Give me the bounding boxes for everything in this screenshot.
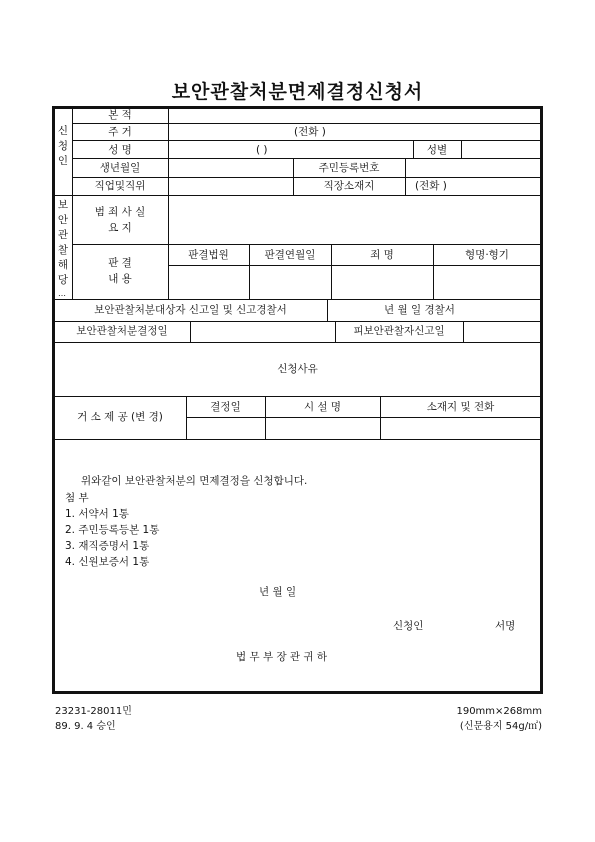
col-line	[463, 321, 464, 342]
residence-label: 거 소 제 공 (변 경)	[77, 411, 163, 423]
report-date-station[interactable]: 년 월 일 경찰서	[384, 304, 455, 316]
column-sentence: 형명·형기	[465, 249, 509, 261]
row-line	[72, 158, 541, 159]
column-judgment-date: 판결연월일	[264, 249, 316, 261]
applicant-side-label: 신청인	[57, 125, 69, 167]
row-line	[186, 417, 541, 418]
judgment-label-2: 내 용	[108, 273, 132, 285]
row-line	[72, 244, 541, 245]
address-phone-field[interactable]: (전화 )	[294, 126, 326, 138]
col-line	[461, 140, 462, 158]
form-number: 23231-28011민	[55, 706, 132, 717]
row-line	[54, 195, 541, 196]
address-label: 주 거	[108, 126, 132, 138]
attachments-label: 첨 부	[65, 492, 89, 504]
attachment-item: 4. 신원보증서 1통	[65, 556, 150, 568]
paper-size: 190mm×268mm	[456, 706, 542, 717]
paper-type: (신문용지 54g/㎡)	[459, 721, 542, 732]
crime-summary-label-2: 요 지	[108, 222, 132, 234]
attachment-item: 1. 서약서 1통	[65, 508, 129, 520]
row-line	[72, 177, 541, 178]
observed-report-label: 피보안관찰자신고일	[353, 325, 445, 337]
workplace-phone-field[interactable]: (전화 )	[415, 180, 447, 192]
row-line	[54, 321, 541, 322]
statement-text: 위와같이 보안관찰처분의 면제결정을 신청합니다.	[81, 475, 308, 487]
resident-no-label: 주민등록번호	[318, 162, 380, 174]
attachment-item: 2. 주민등록등본 1통	[65, 524, 160, 536]
row-line	[54, 342, 541, 343]
column-decision-date: 결정일	[210, 401, 241, 413]
column-court: 판결법원	[188, 249, 229, 261]
attachment-item: 3. 재직증명서 1통	[65, 540, 150, 552]
col-line	[190, 321, 191, 342]
column-facility-name: 시 설 명	[303, 401, 342, 413]
domicile-label: 본 적	[108, 109, 132, 121]
report-label: 보안관찰처분대상자 신고일 및 신고경찰서	[94, 304, 287, 316]
column-charge: 죄 명	[370, 249, 394, 261]
job-label: 직업및직위	[94, 180, 146, 192]
decision-date-label: 보안관찰처분결정일	[76, 325, 168, 337]
addressee: 법 무 부 장 관 귀 하	[236, 651, 328, 663]
date-line[interactable]: 년 월 일	[259, 586, 297, 598]
row-line	[54, 299, 541, 300]
row-line	[54, 396, 541, 397]
sex-label: 성별	[426, 144, 448, 156]
crime-summary-label-1: 범 죄 사 실	[94, 206, 146, 218]
column-location-phone: 소재지 및 전화	[426, 401, 495, 413]
col-line	[405, 158, 406, 195]
row-line	[72, 123, 541, 124]
row-line	[54, 439, 541, 440]
col-line	[168, 108, 169, 299]
applicant-sign-label: 신청인	[393, 620, 424, 632]
col-line	[327, 299, 328, 321]
workplace-label: 직장소재지	[323, 180, 375, 192]
document-title: 보안관찰처분면제결정신청서	[171, 81, 424, 103]
offense-side-ellipsis: …	[58, 289, 66, 298]
birth-label: 생년월일	[99, 162, 141, 174]
row-line	[72, 140, 541, 141]
row-line	[168, 265, 541, 266]
name-label: 성 명	[108, 144, 132, 156]
reason-label: 신청사유	[277, 363, 318, 375]
offense-side-label: 보안관찰해당	[57, 199, 69, 286]
name-paren-field[interactable]: ( )	[256, 144, 268, 156]
signature-label[interactable]: 서명	[495, 620, 516, 632]
judgment-label-1: 판 결	[108, 257, 132, 269]
approval-date: 89. 9. 4 승인	[55, 721, 116, 732]
